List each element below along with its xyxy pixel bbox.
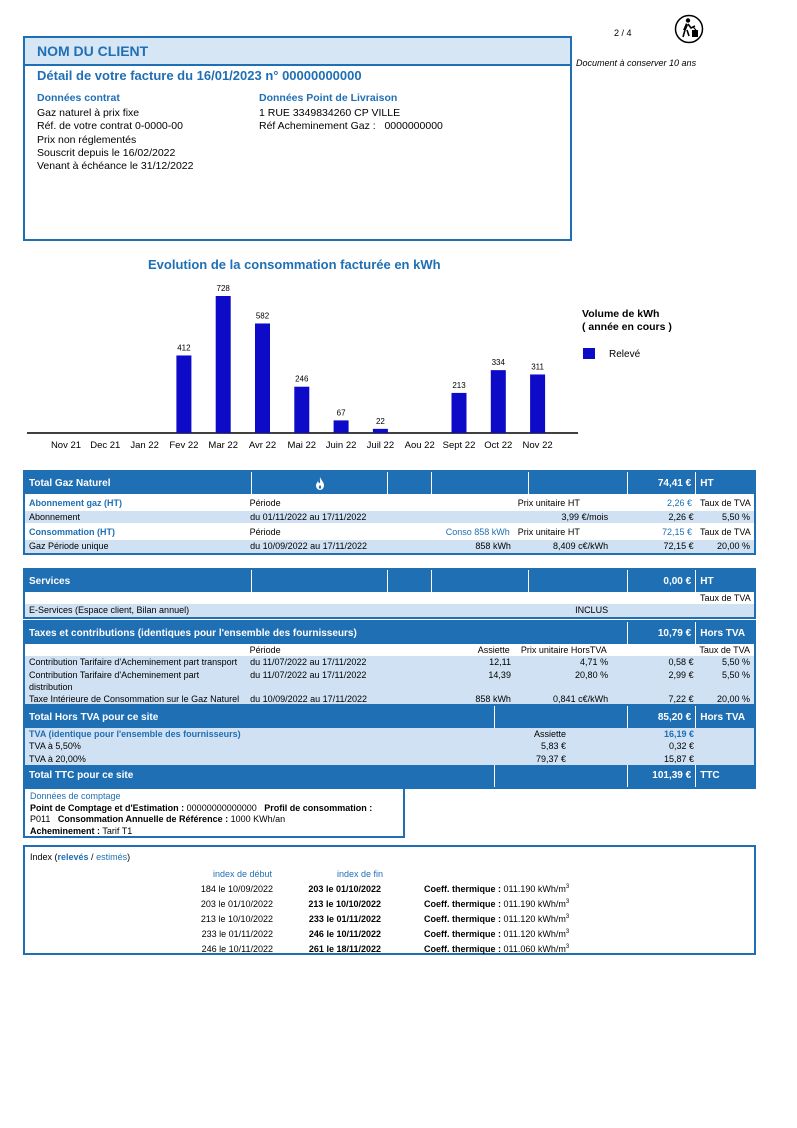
row-price: INCLUS	[575, 605, 609, 616]
coef-label: Coeff. thermique :	[424, 929, 502, 939]
gas-header-amount: 74,41 €	[628, 472, 696, 494]
car-label: Consommation Annuelle de Référence :	[57, 814, 229, 824]
index-end-value: 246 le 10/11/2022	[308, 929, 381, 939]
row-amount: 15,87 €	[663, 753, 694, 764]
contract-line: Venant à échéance le 31/12/2022	[37, 160, 194, 173]
row-period: du 10/09/2022 au 17/11/2022	[250, 694, 368, 705]
gas-header-unit: HT	[700, 477, 714, 489]
services-header-label: Services	[25, 570, 252, 592]
thermal-coef	[424, 884, 569, 894]
thermal-coef	[424, 929, 569, 939]
thermal-coef	[424, 914, 569, 924]
vat-label: Taux de TVA	[699, 645, 751, 656]
car-value: 1000 KWh/an	[230, 814, 286, 824]
row-vat: 5,50 %	[721, 669, 751, 680]
row-period: du 11/07/2022 au 17/11/2022	[250, 657, 367, 668]
table-row	[25, 753, 754, 765]
period-label: Période	[249, 526, 281, 537]
index-end-value: 213 le 10/10/2022	[308, 899, 381, 909]
index-title-text: Index (	[30, 852, 58, 862]
total-ttc-header	[25, 765, 754, 787]
legend-label: Relevé	[609, 349, 641, 360]
row-amount: 0,58 €	[668, 657, 694, 668]
recycle-icon	[674, 14, 704, 44]
coef-label: Coeff. thermique :	[424, 884, 502, 894]
row-vat: 20,00 %	[716, 541, 751, 552]
contract-line: Prix non réglementés	[37, 133, 137, 146]
legend-swatch	[583, 348, 595, 359]
row-label: TVA à 5,50%	[29, 741, 81, 752]
consumption-chart	[20, 284, 590, 460]
subscription-title: Abonnement gaz (HT)	[29, 497, 122, 508]
data-label: 22	[375, 416, 385, 426]
delivery-line: Réf Acheminement Gaz : 0000000000	[259, 120, 443, 133]
price-label: Prix unitaire HT	[517, 497, 580, 508]
row-base: 79,37 €	[535, 753, 566, 764]
x-tick-label: Fev 22	[169, 440, 199, 451]
vat-label: Taux de TVA	[700, 593, 751, 604]
row-base: 858 kWh	[475, 694, 511, 705]
table-row	[25, 656, 754, 668]
table-row-continuation	[25, 681, 754, 693]
totals-section	[23, 704, 756, 789]
x-tick-label: Aou 22	[404, 440, 435, 451]
row-amount: 0,32 €	[668, 741, 694, 752]
coef-exponent: 3	[565, 914, 570, 920]
taxes-header-label: Taxes et contributions (identiques pour l'ensemble des fournisseurs)	[25, 622, 628, 644]
row-base: 12,11	[489, 657, 511, 668]
row-period: du 01/11/2022 au 17/11/2022	[250, 512, 367, 523]
bar	[491, 370, 506, 433]
services-header-unit: HT	[700, 575, 714, 587]
total-ht-unit: Hors TVA	[700, 711, 746, 723]
data-label: 728	[216, 284, 230, 293]
index-end-value: 261 le 18/11/2022	[308, 944, 381, 954]
metering-title: Données de comptage	[30, 791, 121, 801]
consumption-qty-label: Conso 858 kWh	[445, 526, 510, 537]
bar	[452, 393, 467, 433]
row-base: 14,39	[488, 669, 511, 680]
delivery-line: 1 RUE 3349834260 CP VILLE	[259, 107, 401, 120]
client-name: NOM DU CLIENT	[25, 38, 570, 66]
gas-header	[25, 472, 754, 494]
x-tick-label: Mai 22	[287, 440, 317, 451]
data-label: 213	[452, 380, 466, 390]
row-period: du 10/09/2022 au 17/11/2022	[250, 541, 368, 552]
total-ttc-amount: 101,39 €	[628, 765, 696, 787]
row-label: E-Services (Espace client, Bilan annuel)	[29, 605, 190, 616]
index-start-value: 184 le 10/09/2022	[200, 884, 273, 894]
row-price: 0,841 c€/kWh	[553, 694, 609, 705]
coef-value: 011.120 kWh/m	[503, 929, 566, 939]
legend-title-line: Volume de kWh	[582, 308, 660, 320]
row-base: 5,83 €	[540, 741, 566, 752]
coef-exponent: 3	[565, 929, 570, 935]
coef-value: 011.190 kWh/m	[503, 899, 566, 909]
thermal-coef	[424, 899, 569, 909]
base-label: Assiette	[533, 729, 566, 740]
profile-label: Profil de consommation :	[264, 802, 373, 813]
contract-title: Données contrat	[37, 92, 120, 104]
data-label: 246	[295, 374, 309, 384]
total-ht-amount: 85,20 €	[628, 706, 696, 728]
x-tick-label: Nov 21	[50, 440, 82, 451]
data-label: 582	[255, 311, 270, 321]
x-tick-label: Sept 22	[442, 440, 476, 451]
legend-title-line: ( année en cours )	[582, 321, 672, 333]
page-number: 2 / 4	[614, 28, 632, 38]
row-price: 3,99 €/mois	[561, 512, 609, 523]
chart-title: Evolution de la consommation facturée en kWh	[148, 257, 441, 272]
services-vat-row	[25, 592, 754, 604]
table-row	[25, 669, 754, 681]
consumption-title: Consommation (HT)	[29, 526, 115, 537]
coef-value: 011.190 kWh/m	[503, 884, 566, 894]
taxes-header	[25, 622, 754, 644]
bar	[216, 296, 231, 433]
x-tick-label: Oct 22	[484, 440, 513, 451]
index-title-text: )	[127, 852, 131, 862]
index-start-value: 233 le 01/11/2022	[201, 929, 273, 939]
period-label: Période	[249, 497, 281, 508]
contract-line: Souscrit depuis le 16/02/2022	[37, 146, 176, 159]
x-tick-label: Avr 22	[248, 440, 277, 451]
row-vat: 5,50 %	[721, 512, 751, 523]
subscription-amount: 2,26 €	[666, 497, 693, 508]
total-ttc-label: Total TTC pour ce site	[25, 765, 495, 787]
table-row	[25, 740, 754, 752]
row-amount: 7,22 €	[668, 694, 694, 705]
coef-label: Coeff. thermique :	[424, 944, 502, 954]
col-start-label: index de début	[213, 869, 273, 879]
row-label: Abonnement	[29, 512, 81, 523]
x-tick-label: Dec 21	[90, 440, 121, 451]
data-label: 412	[177, 343, 191, 353]
bar	[373, 429, 388, 433]
coef-label: Coeff. thermique :	[424, 899, 502, 909]
tva-amount: 16,19 €	[663, 729, 694, 740]
table-row	[25, 540, 754, 552]
period-label: Période	[249, 645, 281, 656]
index-end-value: 203 le 01/10/2022	[308, 884, 381, 894]
row-qty: 858 kWh	[475, 541, 511, 552]
contract-line: Gaz naturel à prix fixe	[37, 107, 140, 120]
row-price: 8,409 c€/kWh	[553, 541, 609, 552]
row-vat: 20,00 %	[716, 694, 751, 705]
taxes-header-amount: 10,79 €	[628, 622, 696, 644]
x-tick-label: Juil 22	[366, 440, 395, 451]
x-tick-label: Nov 22	[522, 440, 553, 451]
row-period: du 11/07/2022 au 17/11/2022	[250, 669, 367, 680]
price-label: Prix unitaire HT	[517, 526, 580, 537]
profile-value: P011	[30, 814, 51, 824]
x-tick-label: Jan 22	[130, 440, 159, 451]
contract-line: Réf. de votre contrat 0-0000-00	[37, 120, 183, 133]
table-row	[25, 511, 754, 523]
index-title-estimes: estimés	[96, 852, 128, 862]
vat-label: Taux de TVA	[700, 497, 751, 508]
services-header	[25, 570, 754, 592]
index-start-value: 213 le 10/10/2022	[200, 914, 273, 924]
taxes-section	[23, 620, 756, 707]
data-label: 334	[491, 358, 505, 368]
total-ttc-unit: TTC	[700, 770, 720, 782]
index-title-text: /	[88, 852, 97, 862]
delivery-block	[259, 92, 443, 134]
index-box	[23, 845, 756, 955]
row-label: Taxe Intérieure de Consommation sur le Gaz Naturel	[29, 694, 240, 705]
x-tick-label: Mar 22	[208, 440, 238, 451]
legend-title	[582, 308, 672, 334]
total-ht-header	[25, 706, 754, 728]
vat-label: Taux de TVA	[700, 526, 751, 537]
taxes-header-unit: Hors TVA	[700, 627, 746, 639]
price-label: Prix unitaire HorsTVA	[520, 645, 607, 656]
bar	[334, 420, 349, 433]
row-qty	[379, 511, 515, 523]
row-price: 4,71 %	[580, 657, 609, 668]
gas-header-label: Total Gaz Naturel	[25, 472, 252, 494]
row-amount: 2,99 €	[668, 669, 694, 680]
consumption-amount: 72,15 €	[661, 526, 693, 537]
row-label: Contribution Tarifaire d'Acheminement part transport	[29, 657, 238, 668]
row-label: Contribution Tarifaire d'Acheminement part	[29, 669, 200, 680]
coef-exponent: 3	[565, 899, 570, 905]
base-label: Assiette	[477, 645, 510, 656]
row-amount: 2,26 €	[668, 512, 694, 523]
col-end-label: index de fin	[337, 869, 384, 879]
bar	[255, 323, 270, 433]
coef-label: Coeff. thermique :	[424, 914, 502, 924]
x-tick-label: Juin 22	[325, 440, 357, 451]
data-label: 67	[336, 408, 346, 418]
index-start-value: 246 le 10/11/2022	[201, 944, 273, 954]
table-row	[25, 604, 754, 616]
tva-label: TVA (identique pour l'ensemble des fournisseurs)	[29, 729, 241, 740]
consumption-header	[25, 523, 754, 540]
routing-label: Acheminement :	[30, 825, 101, 836]
row-label: distribution	[29, 682, 73, 693]
services-section	[23, 568, 756, 619]
pce-value: 00000000000000	[186, 802, 257, 813]
delivery-title: Données Point de Livraison	[259, 92, 398, 104]
routing-value: Tarif T1	[102, 825, 133, 836]
row-amount: 72,15 €	[663, 541, 694, 552]
bar	[294, 387, 309, 433]
thermal-coef	[424, 944, 569, 954]
contract-block	[37, 92, 193, 173]
tva-header-row	[25, 728, 754, 740]
gas-section	[23, 470, 756, 555]
data-label: 311	[531, 362, 544, 372]
coef-exponent: 3	[565, 944, 570, 950]
coef-exponent: 3	[565, 884, 570, 890]
subscription-header	[25, 494, 754, 511]
bar	[176, 355, 191, 433]
coef-value: 011.120 kWh/m	[503, 914, 566, 924]
metering-box	[23, 786, 405, 838]
coef-value: 011.060 kWh/m	[503, 944, 566, 954]
keep-notice: Document à conserver 10 ans	[576, 58, 697, 68]
index-start-value: 203 le 01/10/2022	[200, 899, 273, 909]
index-title-releves: relevés	[57, 852, 89, 862]
index-title	[30, 852, 130, 862]
row-label: Gaz Période unique	[29, 541, 109, 552]
row-label: TVA à 20,00%	[29, 753, 86, 764]
total-ht-label: Total Hors TVA pour ce site	[25, 706, 495, 728]
bar	[530, 374, 545, 433]
row-vat: 5,50 %	[721, 657, 751, 668]
row-price: 20,80 %	[575, 669, 609, 680]
invoice-title: Détail de votre facture du 16/01/2023 n° 00000000000	[37, 68, 362, 83]
pce-label: Point de Comptage et d'Estimation :	[30, 802, 185, 813]
taxes-cols	[25, 644, 754, 656]
services-header-amount: 0,00 €	[628, 570, 696, 592]
flame-icon	[252, 472, 388, 494]
index-end-value: 233 le 01/11/2022	[308, 914, 381, 924]
